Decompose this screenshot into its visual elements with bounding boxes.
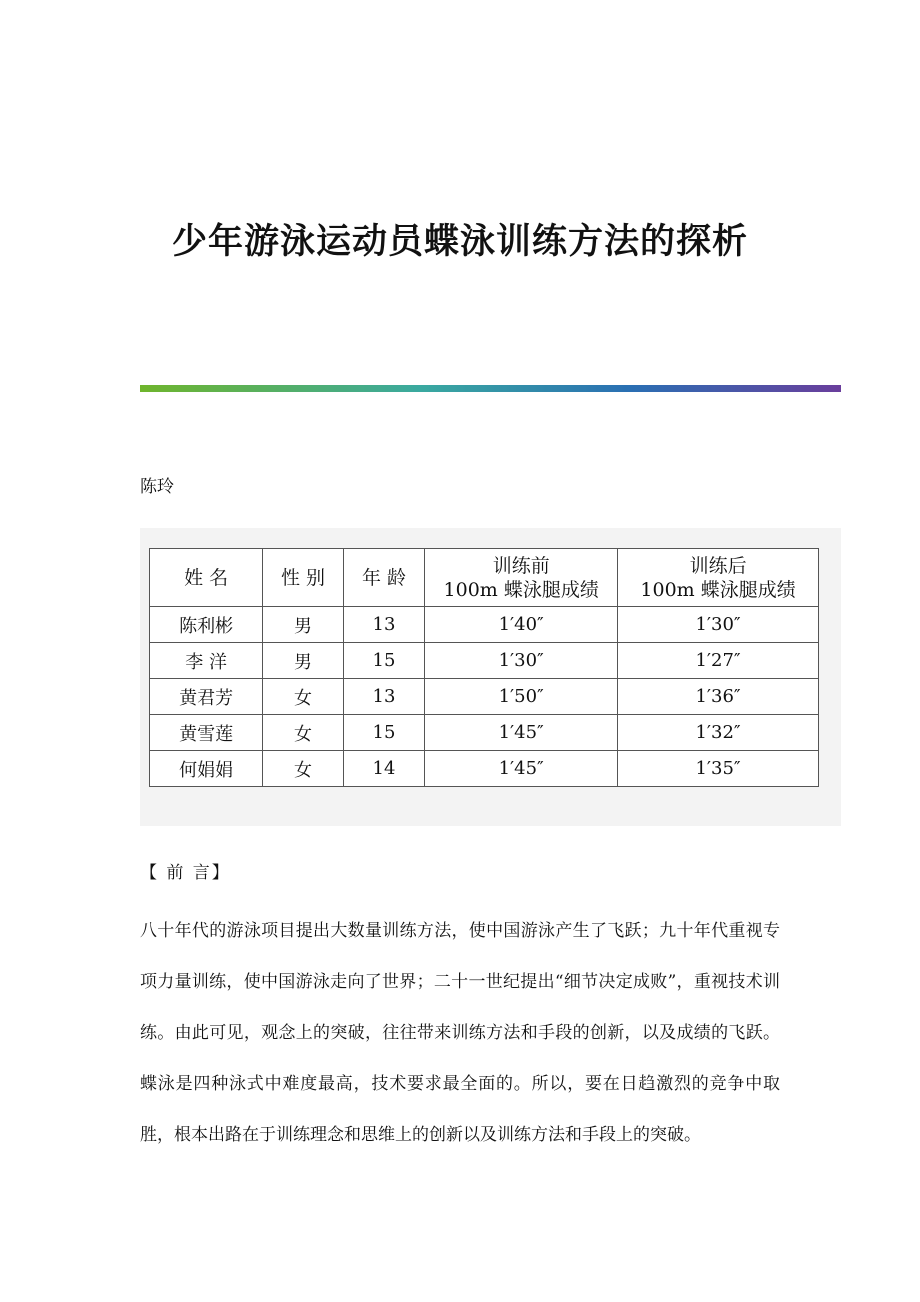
cell-sex: 女 <box>263 715 344 751</box>
table-header-row <box>150 549 819 607</box>
cell-before: 1′45″ <box>425 715 618 751</box>
cell-before: 1′50″ <box>425 679 618 715</box>
document-title: 少年游泳运动员蝶泳训练方法的探析 <box>171 221 748 262</box>
table-row <box>150 643 819 679</box>
scores-table <box>149 548 819 787</box>
cell-before: 1′40″ <box>425 607 618 643</box>
header-after-line1: 训练后 <box>689 554 747 577</box>
cell-after: 1′35″ <box>618 751 819 787</box>
header-after <box>618 549 819 607</box>
cell-after: 1′36″ <box>618 679 819 715</box>
header-after-line2: 100m 蝶泳腿成绩 <box>640 578 796 601</box>
cell-name: 黄雪莲 <box>150 715 263 751</box>
table-row <box>150 715 819 751</box>
table-row <box>150 751 819 787</box>
table-row <box>150 607 819 643</box>
table-image <box>140 528 841 826</box>
cell-name: 黄君芳 <box>150 679 263 715</box>
title-divider <box>140 385 841 392</box>
section-heading: 【 前 言】 <box>140 863 231 883</box>
header-before-line1: 训练前 <box>492 554 550 577</box>
cell-before: 1′45″ <box>425 751 618 787</box>
cell-name: 李 洋 <box>150 643 263 679</box>
cell-sex: 男 <box>263 607 344 643</box>
cell-age: 13 <box>343 679 425 715</box>
cell-age: 14 <box>343 751 425 787</box>
cell-age: 15 <box>343 643 425 679</box>
header-name: 姓 名 <box>150 549 263 607</box>
cell-name: 何娟娟 <box>150 751 263 787</box>
header-before-line2: 100m 蝶泳腿成绩 <box>443 578 599 601</box>
cell-age: 15 <box>343 715 425 751</box>
cell-after: 1′30″ <box>618 607 819 643</box>
header-before <box>425 549 618 607</box>
cell-name: 陈利彬 <box>150 607 263 643</box>
cell-sex: 女 <box>263 751 344 787</box>
header-sex: 性 别 <box>263 549 344 607</box>
table-row <box>150 679 819 715</box>
intro-paragraph: 八十年代的游泳项目提出大数量训练方法，使中国游泳产生了飞跃；九十年代重视专项力量训练，使中国游泳走向了世界；二十一世纪提出“细节决定成败”，重视技术训练。由此可见，观念上的突破，往往带来训练方法和手段的创新，以及成绩的飞跃。蝶泳是四种泳式中难度最高，技术要求最全面的。所以，要在日趋激烈的竞争中取胜，根本出路在于训练理念和思维上的创新以及训练方法和手段上的突破。 <box>140 921 780 1145</box>
cell-after: 1′32″ <box>618 715 819 751</box>
cell-sex: 女 <box>263 679 344 715</box>
cell-sex: 男 <box>263 643 344 679</box>
header-age: 年 龄 <box>343 549 425 607</box>
cell-age: 13 <box>343 607 425 643</box>
cell-after: 1′27″ <box>618 643 819 679</box>
cell-before: 1′30″ <box>425 643 618 679</box>
author-name: 陈玲 <box>140 477 174 497</box>
